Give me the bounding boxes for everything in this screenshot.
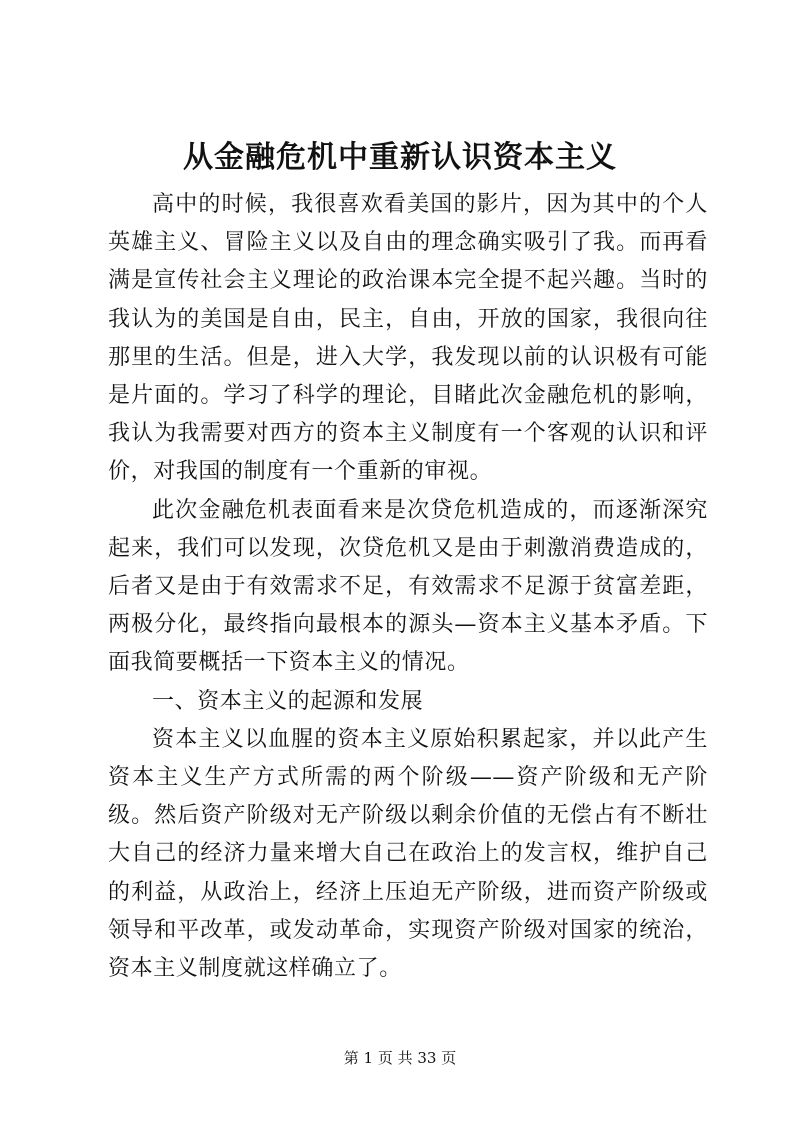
paragraph-crisis-cause: 此次金融危机表面看来是次贷危机造成的，而逐渐深究起来，我们可以发现，次贷危机又是由于刺激消费造成的，后者又是由于有效需求不足，有效需求不足源于贫富差距，两极分化，最终指向最根本的源头—资本主义基本矛盾。下面我简要概括一下资本主义的情况。 — [108, 497, 708, 676]
section-heading: 一、资本主义的起源和发展 — [152, 688, 424, 714]
page-number-footer: 第 1 页 共 33 页 — [343, 1049, 457, 1067]
paragraph-intro: 高中的时候，我很喜欢看美国的影片，因为其中的个人英雄主义、冒险主义以及自由的理念确实吸引了我。而再看满是宣传社会主义理论的政治课本完全提不起兴趣。当时的我认为的美国是自由，民主，自由，开放的国家，我很向往那里的生活。但是，进入大学，我发现以前的认识极有可能是片面的。学习了科学的理论，目睹此次金融危机的影响，我认为我需要对西方的资本主义制度有一个客观的认识和评价，对我国的制度有一个重新的审视。 — [108, 192, 708, 485]
document-body — [108, 186, 708, 988]
paragraph-origin: 资本主义以血腥的资本主义原始积累起家，并以此产生资本主义生产方式所需的两个阶级——资产阶级和无产阶级。然后资产阶级对无产阶级以剩余价值的无偿占有不断壮大自己的经济力量来增大自己在政治上的发言权，维护自己的利益，从政治上，经济上压迫无产阶级，进而资产阶级或领导和平改革，或发动革命，实现资产阶级对国家的统治，资本主义制度就这样确立了。 — [108, 726, 708, 982]
page-title: 从金融危机中重新认识资本主义 — [183, 140, 617, 175]
